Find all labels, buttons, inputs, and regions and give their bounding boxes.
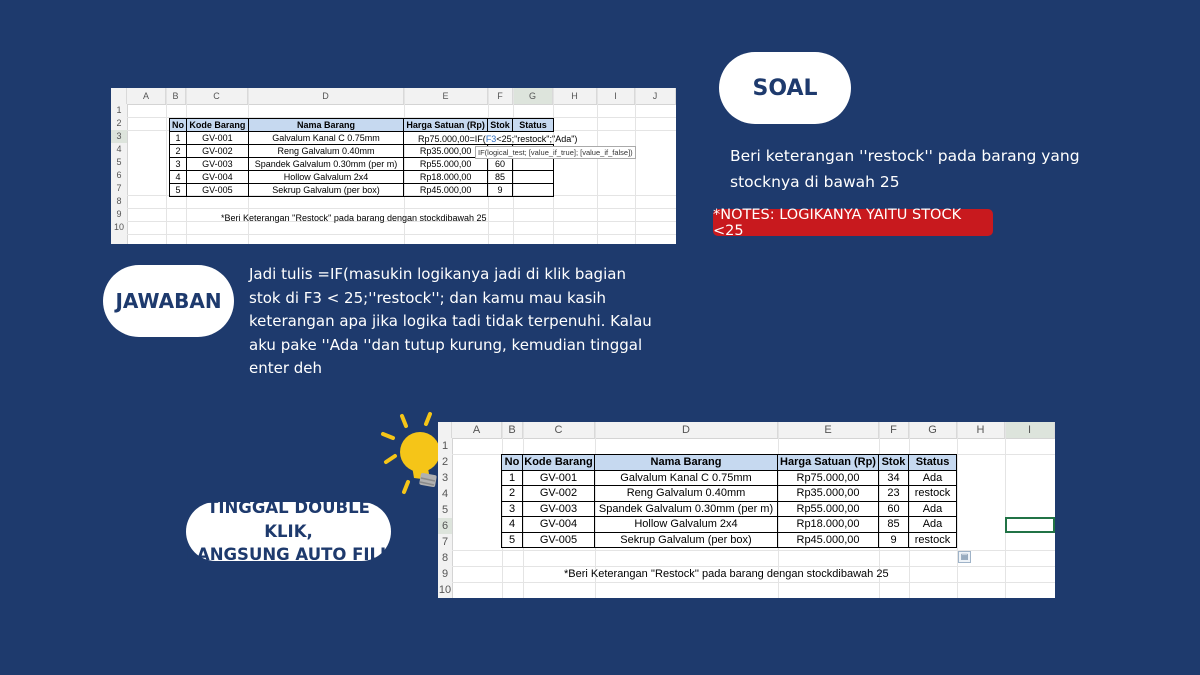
cell[interactable]: Rp18.000,00 <box>778 517 879 533</box>
cell[interactable]: 4 <box>502 517 523 533</box>
cell[interactable]: 1 <box>170 132 187 145</box>
header-cell[interactable]: Status <box>909 455 957 471</box>
cell[interactable]: 1 <box>502 470 523 486</box>
cell[interactable]: 60 <box>879 501 909 517</box>
column-header[interactable]: F <box>488 88 513 104</box>
row-header[interactable]: 10 <box>438 584 452 596</box>
jawaban-title: JAWABAN <box>115 289 222 313</box>
row-header[interactable]: 9 <box>441 568 449 580</box>
cell[interactable]: Reng Galvalum 0.40mm <box>248 145 403 158</box>
cell[interactable]: Ada <box>909 517 957 533</box>
cell[interactable]: Sekrup Galvalum (per box) <box>248 184 403 197</box>
stock-table <box>501 454 957 548</box>
column-header-bar <box>438 422 1055 439</box>
cell[interactable]: GV-005 <box>186 184 248 197</box>
cell[interactable]: restock <box>909 486 957 502</box>
header-cell[interactable]: Harga Satuan (Rp) <box>778 455 879 471</box>
row-header[interactable]: 9 <box>116 209 122 219</box>
cell[interactable]: 3 <box>170 158 187 171</box>
tip-line-2: LANGSUNG AUTO FILL <box>186 545 391 565</box>
row-header[interactable]: 1 <box>441 440 449 452</box>
cell[interactable]: 5 <box>170 184 187 197</box>
column-header[interactable]: B <box>166 88 186 104</box>
column-header[interactable]: C <box>186 88 248 104</box>
cell[interactable]: 60 <box>488 158 513 171</box>
table-row <box>502 532 957 548</box>
sheet-note: *Beri Keterangan ''Restock'' pada barang dengan stockdibawah 25 <box>564 568 889 580</box>
header-cell[interactable]: Nama Barang <box>595 455 778 471</box>
column-header[interactable]: I <box>1005 422 1055 438</box>
column-header[interactable]: C <box>523 422 595 438</box>
row-header[interactable]: 8 <box>116 196 122 206</box>
formula-suffix: <25;"restock";"Ada") <box>496 134 578 144</box>
table-row <box>170 184 554 197</box>
cell[interactable]: 2 <box>170 145 187 158</box>
row-header[interactable]: 3 <box>111 130 127 143</box>
cell[interactable]: 4 <box>170 171 187 184</box>
autofill-options-icon[interactable]: ▤ <box>958 551 971 563</box>
cell[interactable]: GV-001 <box>523 470 595 486</box>
row-header[interactable]: 8 <box>441 552 449 564</box>
cell[interactable] <box>513 158 554 171</box>
table-header-row <box>170 119 554 132</box>
table-row <box>502 517 957 533</box>
row-header[interactable]: 6 <box>438 518 452 534</box>
cell[interactable] <box>513 184 554 197</box>
column-header[interactable]: E <box>778 422 879 438</box>
header-cell[interactable]: Stok <box>488 119 513 132</box>
spreadsheet-formula-entry[interactable] <box>111 88 676 244</box>
cell[interactable]: Reng Galvalum 0.40mm <box>595 486 778 502</box>
function-tooltip[interactable]: IF(logical_test; [value_if_true]; [value_if_false]) <box>475 146 636 159</box>
soal-text: Beri keterangan ''restock'' pada barang yang stocknya di bawah 25 <box>730 147 1080 191</box>
header-cell[interactable]: Nama Barang <box>248 119 403 132</box>
cell[interactable]: GV-001 <box>186 132 248 145</box>
cell[interactable]: Galvalum Kanal C 0.75mm <box>248 132 403 145</box>
spreadsheet-autofill-result[interactable] <box>438 422 1055 598</box>
cell[interactable] <box>513 171 554 184</box>
cell[interactable]: Hollow Galvalum 2x4 <box>248 171 403 184</box>
row-header[interactable]: 7 <box>116 183 122 193</box>
cell[interactable]: Ada <box>909 501 957 517</box>
table-row <box>502 486 957 502</box>
cell[interactable]: 85 <box>879 517 909 533</box>
table-row <box>170 171 554 184</box>
row-header[interactable]: 4 <box>116 144 122 154</box>
cell[interactable]: 85 <box>488 171 513 184</box>
cell[interactable]: 9 <box>879 532 909 548</box>
row-header[interactable]: 2 <box>116 118 122 128</box>
cell[interactable]: 34 <box>879 470 909 486</box>
cell[interactable]: 23 <box>879 486 909 502</box>
cell[interactable]: Rp35.000,00 <box>778 486 879 502</box>
column-header[interactable]: B <box>502 422 523 438</box>
soal-title: SOAL <box>752 75 818 101</box>
sheet-note: *Beri Keterangan ''Restock'' pada barang dengan stockdibawah 25 <box>221 213 487 223</box>
header-cell[interactable]: Harga Satuan (Rp) <box>404 119 488 132</box>
cell[interactable]: GV-002 <box>523 486 595 502</box>
row-header[interactable]: 1 <box>116 105 122 115</box>
header-cell[interactable]: Status <box>513 119 554 132</box>
column-header-bar <box>111 88 676 105</box>
formula-cell-reference: F3 <box>485 134 497 144</box>
cell[interactable]: GV-003 <box>186 158 248 171</box>
row-header[interactable]: 7 <box>441 536 449 548</box>
column-header[interactable]: I <box>597 88 635 104</box>
table-row <box>502 470 957 486</box>
cell[interactable]: Rp55.000,00 <box>404 158 488 171</box>
cell-value-e3: Rp75.000,00 <box>418 134 470 144</box>
cell[interactable]: restock <box>909 532 957 548</box>
table-row <box>502 501 957 517</box>
table-row <box>170 158 554 171</box>
cell[interactable]: Sekrup Galvalum (per box) <box>595 532 778 548</box>
cell[interactable]: 9 <box>488 184 513 197</box>
cell[interactable]: Spandek Galvalum 0.30mm (per m) <box>248 158 403 171</box>
cell[interactable]: 5 <box>502 532 523 548</box>
header-cell[interactable]: Kode Barang <box>524 456 593 468</box>
column-header[interactable]: E <box>404 88 488 104</box>
cell[interactable]: GV-005 <box>523 532 595 548</box>
autofill-tip-badge <box>186 497 391 565</box>
cell[interactable]: Rp55.000,00 <box>778 501 879 517</box>
cell[interactable]: Spandek Galvalum 0.30mm (per m) <box>595 501 778 517</box>
column-header[interactable]: F <box>879 422 909 438</box>
cell[interactable]: 3 <box>502 501 523 517</box>
soal-badge <box>719 52 851 124</box>
cell[interactable]: 2 <box>502 486 523 502</box>
row-header[interactable]: 10 <box>113 222 124 232</box>
column-header[interactable]: G <box>909 422 957 438</box>
formula-in-cell[interactable] <box>418 134 577 144</box>
header-cell[interactable]: No <box>502 455 523 471</box>
column-header[interactable]: G <box>513 88 553 104</box>
header-cell[interactable]: Stok <box>879 455 909 471</box>
cell[interactable]: GV-002 <box>186 145 248 158</box>
cell[interactable]: Rp35.000,00 <box>404 145 488 158</box>
header-cell[interactable]: No <box>170 119 187 132</box>
cell[interactable]: Ada <box>909 470 957 486</box>
row-header[interactable]: 6 <box>116 170 122 180</box>
cell[interactable]: Galvalum Kanal C 0.75mm <box>595 470 778 486</box>
cell[interactable]: Rp75.000,00 <box>778 470 879 486</box>
row-header[interactable]: 3 <box>441 472 449 484</box>
cell[interactable]: Hollow Galvalum 2x4 <box>595 517 778 533</box>
cell[interactable]: Rp45.000,00 <box>778 532 879 548</box>
column-header[interactable]: D <box>595 422 778 438</box>
row-header[interactable]: 2 <box>441 456 449 468</box>
tip-line-1: TINGGAL DOUBLE KLIK, <box>207 497 370 541</box>
cell[interactable]: GV-004 <box>186 171 248 184</box>
formula-prefix: =IF( <box>469 134 486 144</box>
cell[interactable]: GV-004 <box>523 517 595 533</box>
row-header[interactable]: 5 <box>116 157 122 167</box>
column-header[interactable]: H <box>553 88 597 104</box>
column-header[interactable]: A <box>452 422 502 438</box>
header-cell[interactable]: Kode Barang <box>186 119 248 132</box>
column-header[interactable]: A <box>127 88 166 104</box>
cell[interactable]: Rp45.000,00 <box>404 184 488 197</box>
jawaban-text: Jadi tulis =IF(masukin logikanya jadi di klik bagian stok di F3 < 25;''restock''; dan kamu mau kasih keterangan apa jika logika tadi tidak terpenuhi. Kalau aku pake ''Ada ''dan tutup kurung, kemudian tinggal enter deh <box>249 265 652 377</box>
row-header-bar <box>111 104 128 244</box>
jawaban-badge <box>103 265 234 337</box>
column-header[interactable]: J <box>635 88 676 104</box>
row-header-bar <box>438 438 453 598</box>
selected-cell[interactable] <box>1005 517 1055 533</box>
notes-banner: *NOTES: LOGIKANYA YAITU STOCK <25 <box>713 209 993 236</box>
row-header[interactable]: 5 <box>441 504 449 516</box>
column-header[interactable]: D <box>248 88 404 104</box>
cell[interactable]: Rp18.000,00 <box>404 171 488 184</box>
column-header[interactable]: H <box>957 422 1005 438</box>
table-header-row <box>502 455 957 471</box>
cell[interactable]: GV-003 <box>523 501 595 517</box>
row-header[interactable]: 4 <box>441 488 449 500</box>
